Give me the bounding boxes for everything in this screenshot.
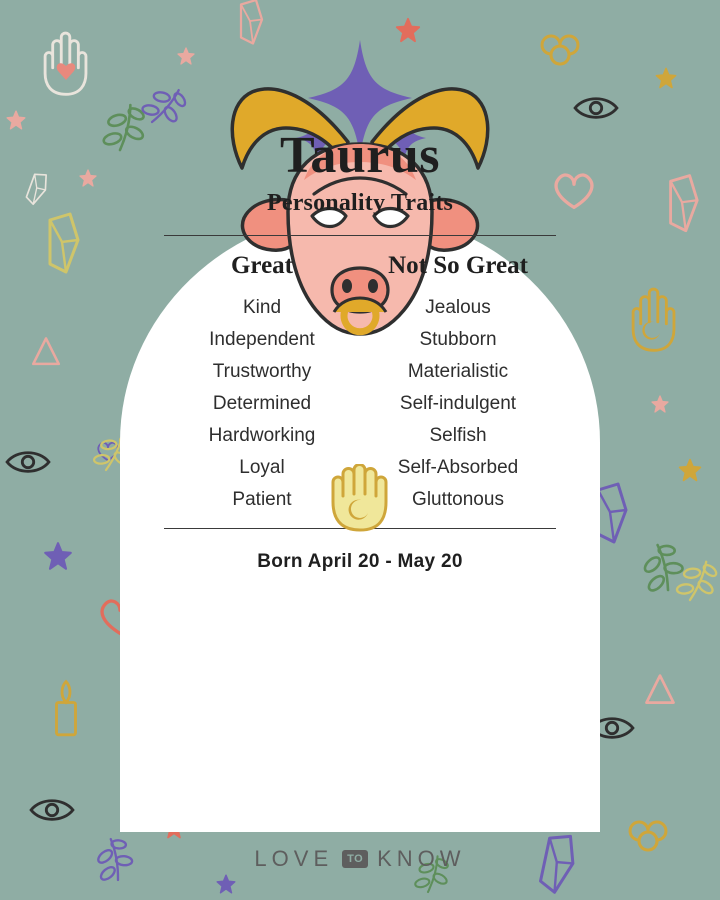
brand-word-know: KNOW bbox=[377, 846, 466, 871]
column-heading-not-so-great: Not So Great bbox=[388, 252, 528, 279]
trait-item: Stubborn bbox=[419, 329, 497, 350]
trait-item: Materialistic bbox=[407, 361, 509, 382]
divider-top bbox=[164, 235, 556, 236]
trait-item: Trustworthy bbox=[212, 361, 312, 382]
trait-item: Loyal bbox=[239, 457, 285, 478]
trait-item: Self-Absorbed bbox=[397, 457, 519, 478]
traits-columns bbox=[164, 252, 556, 516]
brand-chip-to: TO bbox=[342, 850, 368, 868]
trait-item: Kind bbox=[242, 297, 282, 318]
born-date: Born April 20 - May 20 bbox=[257, 551, 463, 572]
trait-item: Jealous bbox=[425, 297, 491, 318]
brand-word-love: LOVE bbox=[254, 846, 334, 871]
page-title: Taurus bbox=[279, 127, 441, 184]
trait-item: Patient bbox=[232, 489, 292, 510]
traits-column-not-so-great bbox=[360, 252, 556, 516]
hamsa-hand-icon bbox=[331, 464, 389, 534]
trait-item: Selfish bbox=[429, 425, 487, 446]
trait-item: Self-indulgent bbox=[399, 393, 517, 414]
page-subtitle: Personality Traits bbox=[266, 190, 454, 216]
trait-item: Hardworking bbox=[208, 425, 316, 446]
trait-item: Determined bbox=[212, 393, 312, 414]
column-heading-great: Great bbox=[230, 252, 293, 279]
brand-logo bbox=[0, 846, 720, 872]
trait-item: Gluttonous bbox=[412, 489, 504, 510]
trait-item: Independent bbox=[209, 329, 315, 350]
